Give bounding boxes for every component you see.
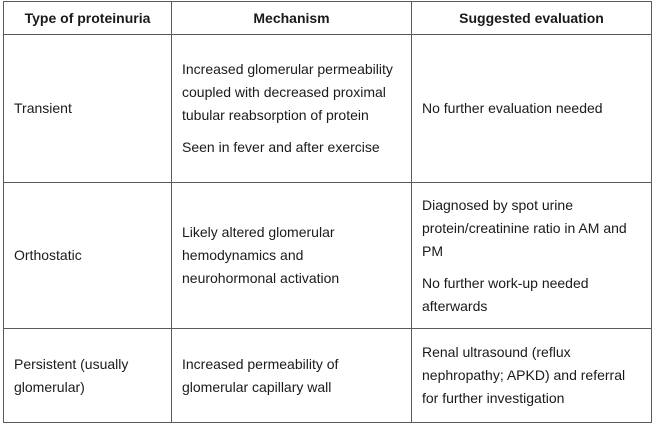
mechanism-cell — [172, 35, 412, 183]
type-label: Orthostatic — [14, 247, 82, 263]
table-row — [4, 35, 652, 183]
evaluation-cell — [412, 329, 652, 423]
mechanism-text: Increased permeability of glomerular capillary wall — [182, 355, 339, 395]
mechanism-cell — [172, 329, 412, 423]
type-label: Transient — [14, 100, 72, 116]
header-type: Type of proteinuria — [4, 2, 172, 35]
mechanism-text: Increased glomerular permeability coupled with decreased proximal tubular reabsorption of protein — [182, 61, 393, 123]
evaluation-text: No further evaluation needed — [422, 100, 603, 116]
type-cell — [4, 35, 172, 183]
type-label: Persistent (usually glomerular) — [14, 355, 129, 395]
type-cell — [4, 183, 172, 329]
header-mechanism: Mechanism — [172, 2, 412, 35]
mechanism-text: Seen in fever and after exercise — [182, 139, 380, 155]
mechanism-cell — [172, 183, 412, 329]
mechanism-text: Likely altered glomerular hemodynamics and neurohormonal activation — [182, 224, 340, 286]
table-row — [4, 183, 652, 329]
table-row — [4, 329, 652, 423]
evaluation-cell — [412, 183, 652, 329]
evaluation-text: Diagnosed by spot urine protein/creatinine ratio in AM and PM — [422, 196, 627, 259]
evaluation-cell — [412, 35, 652, 183]
header-row — [4, 2, 652, 35]
header-evaluation: Suggested evaluation — [412, 2, 652, 35]
evaluation-text: No further work-up needed afterwards — [422, 274, 589, 314]
evaluation-text: Renal ultrasound (reflux nephropathy; APKD) and referral for further investigation — [422, 344, 626, 406]
proteinuria-table — [3, 1, 652, 423]
type-cell — [4, 329, 172, 423]
